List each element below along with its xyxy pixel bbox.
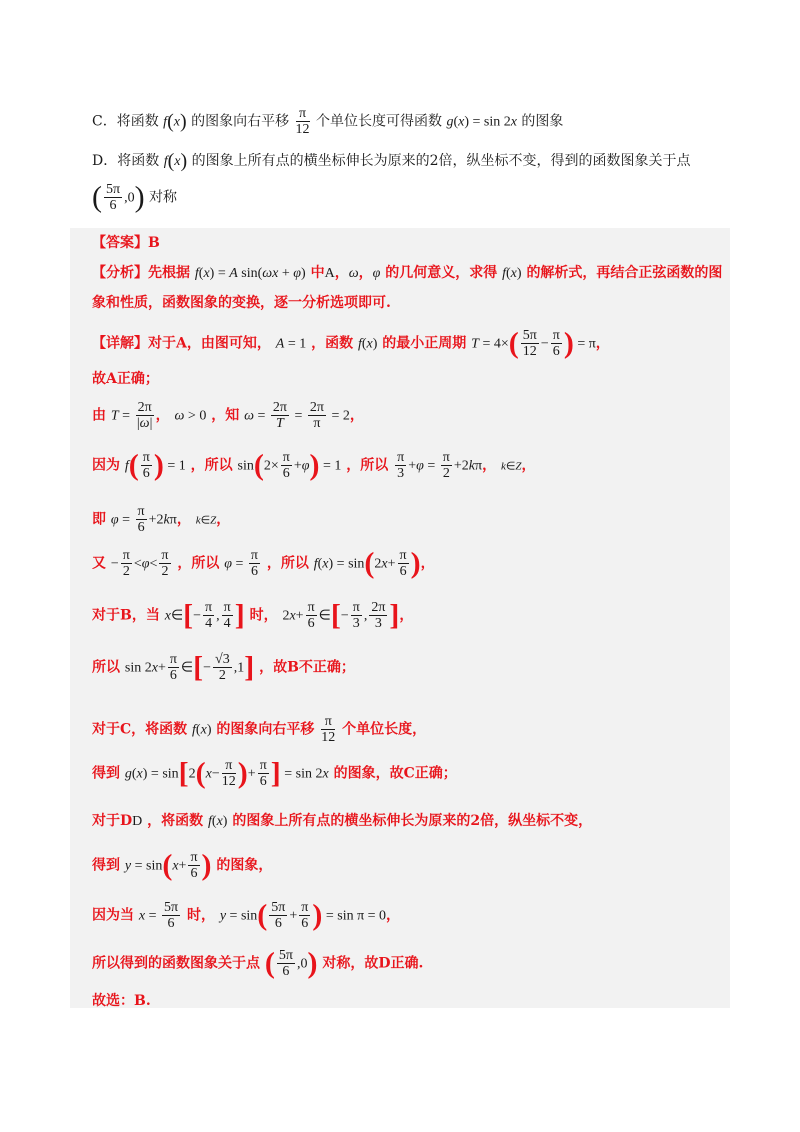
option-d-value: 因为当 x = $\frac{5\pi}{6}$ 时， y = sin( $\frac{5\pi}{6}$ + $\frac{\pi}{6}$ ) = sin π = 0， — [92, 898, 401, 932]
option-d-func: 得到 y = sin(x+ $\frac{\pi}{6}$ ) 的图象， — [92, 848, 273, 882]
omega-step: 由 T = $\frac{2\pi}{|\omega|}$ ， ω > 0 ，知 ω = $\frac{2\pi}{T}$ = $\frac{2\pi}{\pi}$ = 2， — [92, 400, 364, 431]
final-choice: 故选：B. — [92, 993, 151, 1009]
option-d-check: 对于DD ，将函数 f(x) 的图象上所有点的横坐标伸长为原来的2倍，纵坐标不变， — [92, 813, 593, 829]
option-b-check: 对于B，当 x∈[− $\frac{\pi}{4}$ , $\frac{\pi}{4}$ ] 时， 2x+ $\frac{\pi}{6}$ ∈[− $\frac{\pi}{3}$ , $\frac{2\pi}{3}$ ]， — [92, 598, 414, 632]
phi-value: 又 − $\frac{\pi}{2}$ <φ< $\frac{\pi}{2}$ ，所以 φ = $\frac{\pi}{6}$ ，所以 f(x) = sin(2x+ $\frac{\pi}{6}$ )， — [92, 546, 435, 580]
option-d-result: 所以得到的函数图象关于点 ( $\frac{5\pi}{6}$ ,0) 对称，故D正确. — [92, 946, 424, 980]
option-c: C．将函数 f(x) 的图象向右平移 $\frac{\pi}{12}$ 个单位长度可得函数 g(x) = sin 2x 的图象 — [92, 106, 564, 137]
option-c-check: 对于C，将函数 f(x) 的图象向右平移 $\frac{\pi}{12}$ 个单位长度， — [92, 714, 427, 745]
phi-step: 因为 f( $\frac{\pi}{6}$ ) = 1 ，所以 sin(2× $\frac{\pi}{6}$ +φ) = 1 ，所以 $\frac{\pi}{3}$ +φ = $\frac{\pi}{2}$ +2kπ， k∈Z， — [92, 448, 536, 482]
option-d-cont: ( $\frac{5\pi}{6}$ ,0) 对称 — [92, 180, 178, 214]
option-d: D．将函数 f(x) 的图象上所有点的横坐标伸长为原来的2倍，纵坐标不变，得到的函数图象关于点 — [92, 150, 691, 172]
detail-a: 【详解】对于A，由图可知， A = 1 ，函数 f(x) 的最小正周期 T = 4×( $\frac{5\pi}{12}$ − $\frac{\pi}{6}$ ) = π， — [92, 326, 610, 360]
phi-general: 即 φ = $\frac{\pi}{6}$ +2kπ， k∈Z， — [92, 504, 231, 535]
analysis-2: 象和性质，函数图象的变换，逐一分析选项即可. — [92, 295, 391, 311]
option-b-result: 所以 sin 2x+ $\frac{\pi}{6}$ ∈[− $\frac{√3}{2}$ ,1] ，故B不正确； — [92, 650, 355, 684]
conclusion-a: 故A正确； — [92, 371, 159, 387]
option-c-text: C．将函数 — [92, 113, 159, 130]
analysis: 【分析】先根据 f(x) = A sin(ωx + φ) 中A，ω，φ 的几何意义，求得 f(x) 的解析式，再结合正弦函数的图 — [92, 265, 723, 281]
answer-label: 【答案】B — [92, 235, 160, 251]
option-c-result: 得到 g(x) = sin[2(x− $\frac{\pi}{12}$ )+ $\frac{\pi}{6}$ ] = sin 2x 的图象，故C正确； — [92, 756, 457, 790]
